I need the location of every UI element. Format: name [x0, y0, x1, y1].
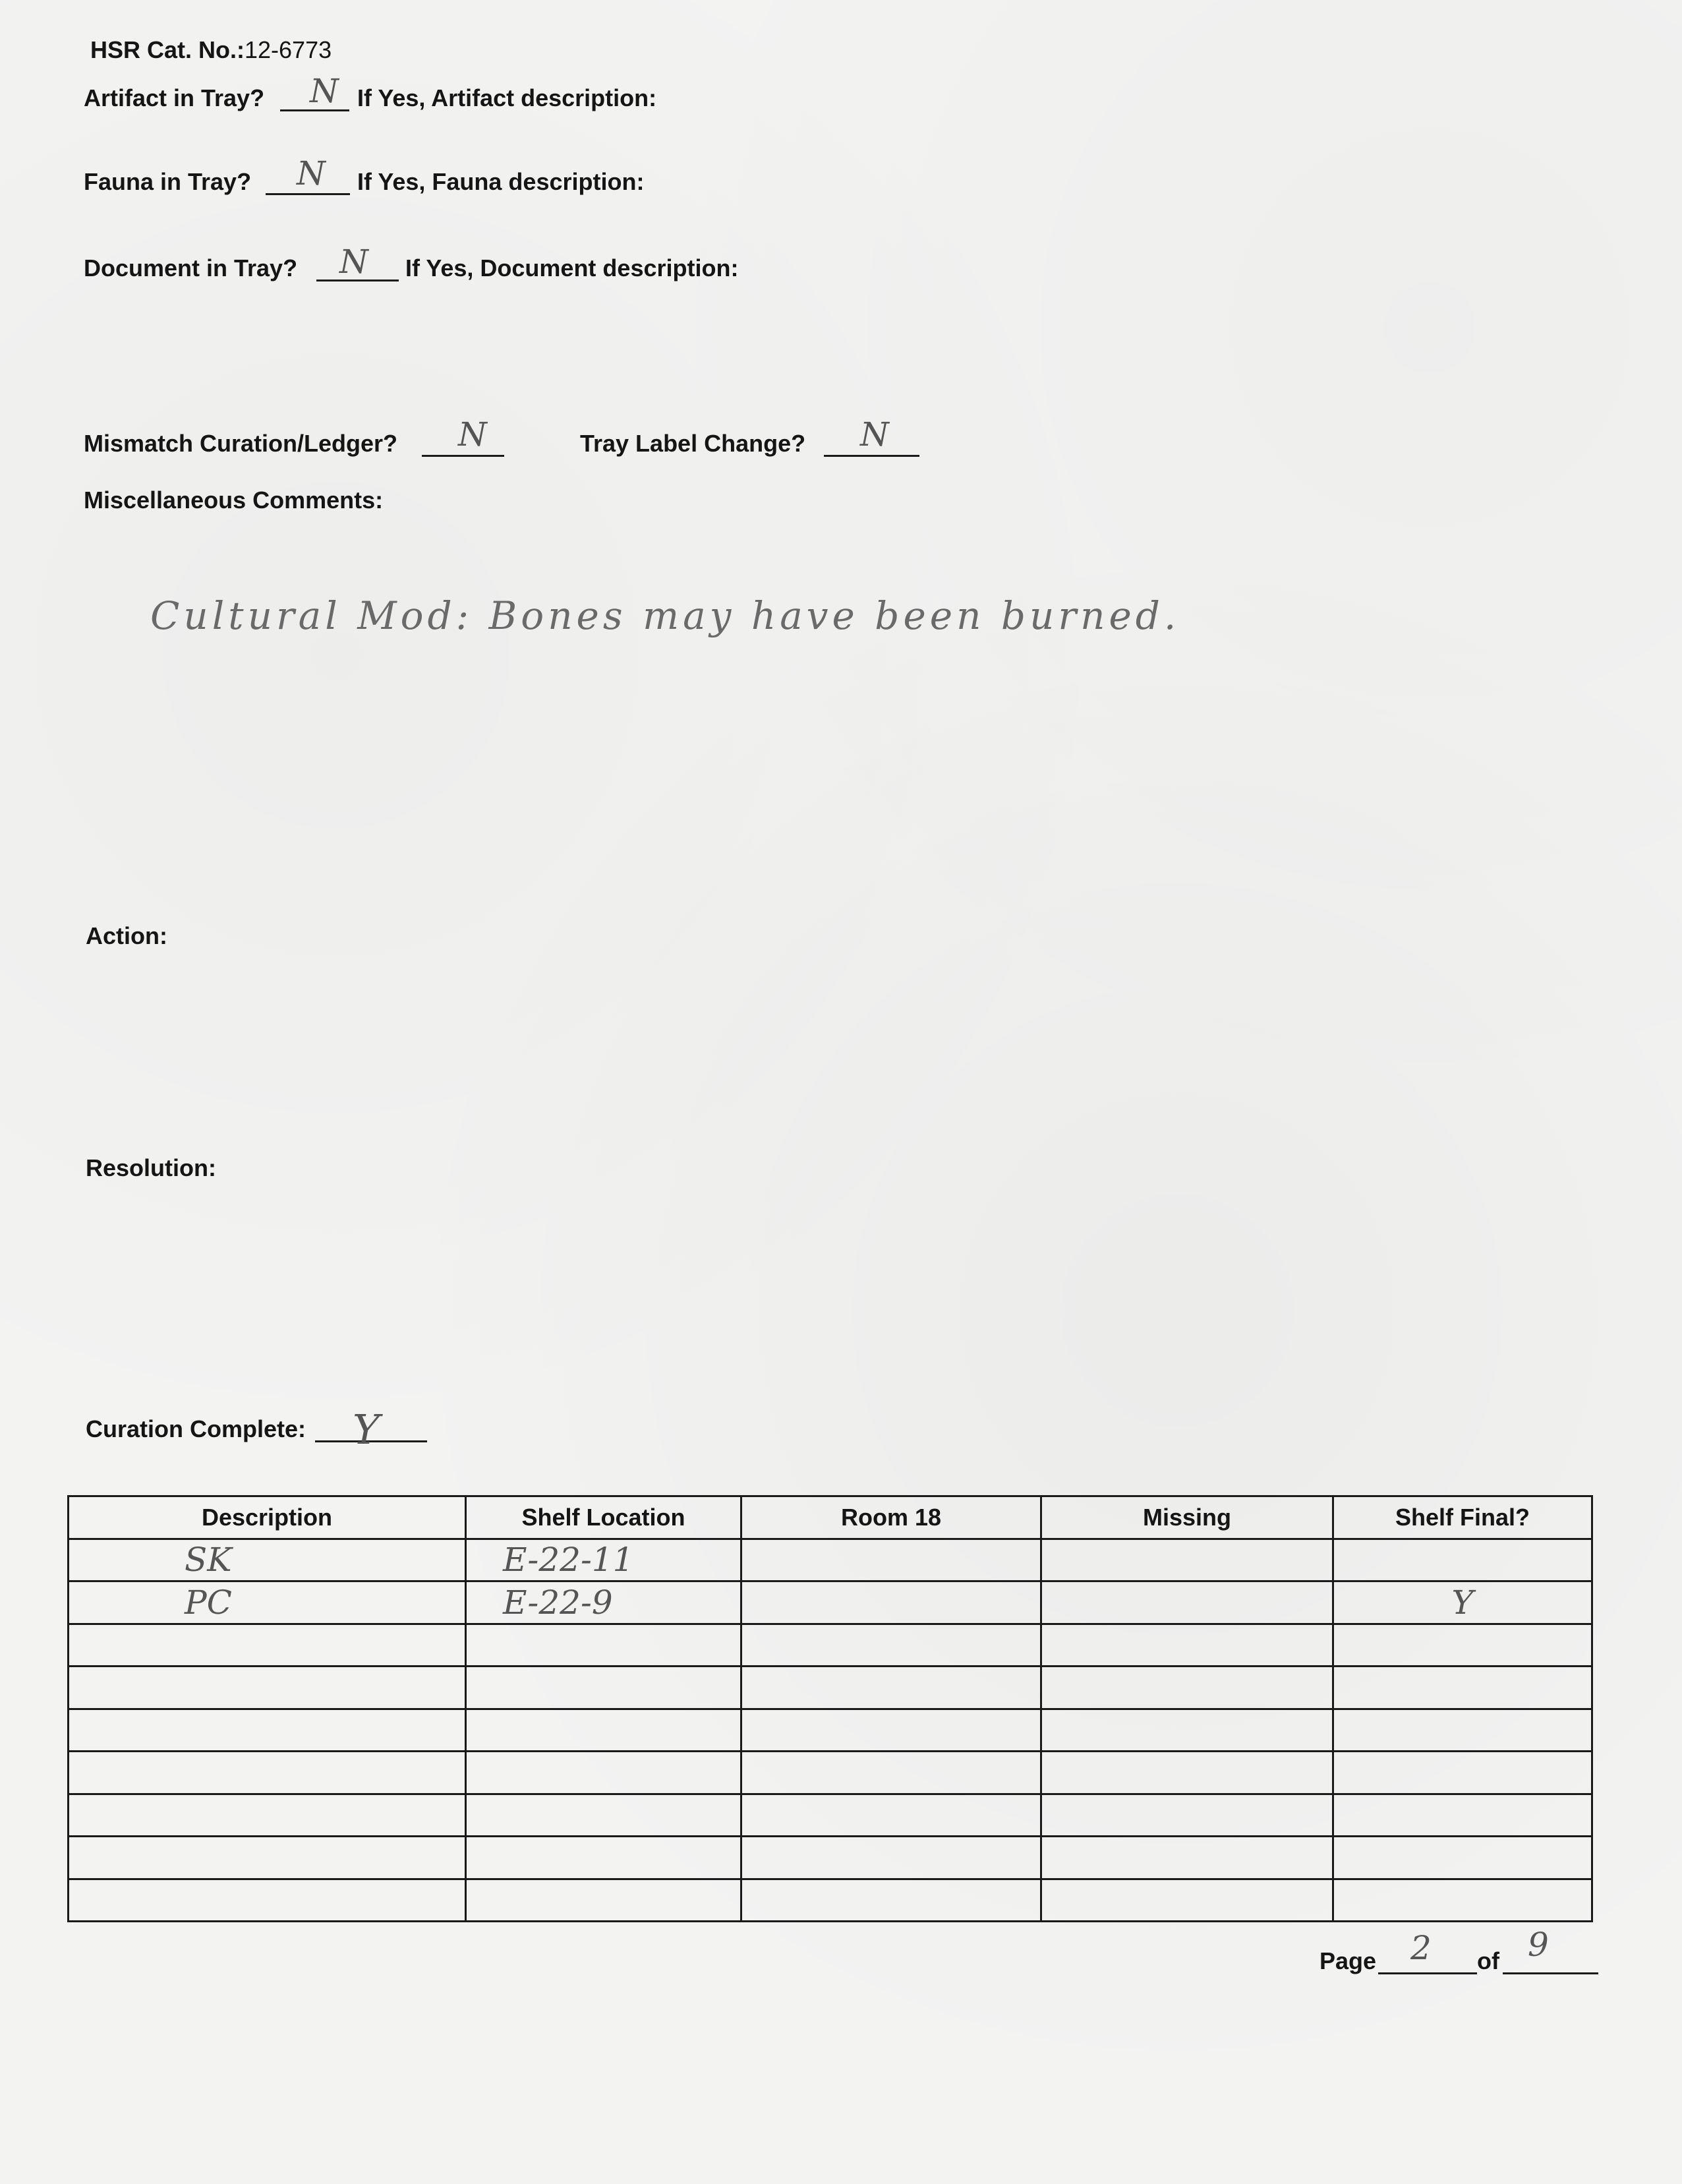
cell-shelf-location — [466, 1581, 741, 1624]
cell-missing — [1041, 1879, 1333, 1922]
curation-complete-answer: Y — [353, 1405, 380, 1454]
cell-shelf-final — [1333, 1794, 1592, 1836]
fauna-label: Fauna in Tray? — [84, 168, 252, 195]
cell-text: PC — [185, 1583, 232, 1622]
cell-shelf-location — [466, 1837, 741, 1879]
cell-room-18 — [741, 1837, 1041, 1879]
of-label: of — [1477, 1947, 1499, 1974]
page-total-line — [1503, 1946, 1598, 1974]
document-label: Document in Tray? — [84, 254, 298, 281]
table-row — [69, 1879, 1592, 1922]
cell-description — [69, 1709, 466, 1751]
col-header-room-18: Room 18 — [741, 1496, 1041, 1539]
document-answer: N — [339, 243, 368, 281]
curation-complete-label: Curation Complete: — [86, 1415, 306, 1442]
shelf-table — [67, 1495, 1593, 1922]
table-row — [69, 1581, 1592, 1624]
col-header-missing: Missing — [1041, 1496, 1333, 1539]
cat-no-value: 12-6773 — [245, 36, 332, 63]
mismatch-label: Mismatch Curation/Ledger? — [84, 430, 398, 457]
cell-missing — [1041, 1624, 1333, 1666]
col-header-shelf-location: Shelf Location — [466, 1496, 741, 1539]
resolution-label: Resolution: — [86, 1154, 216, 1181]
cell-shelf-location — [466, 1794, 741, 1836]
cell-text: E-22-9 — [503, 1583, 613, 1622]
cell-shelf-location — [466, 1752, 741, 1794]
artifact-label: Artifact in Tray? — [84, 84, 265, 111]
cell-missing — [1041, 1581, 1333, 1624]
cell-missing — [1041, 1752, 1333, 1794]
fauna-followup-label: If Yes, Fauna description: — [357, 168, 645, 195]
cell-room-18 — [741, 1667, 1041, 1709]
cell-shelf-location — [466, 1539, 741, 1581]
cell-missing — [1041, 1837, 1333, 1879]
cell-text: E-22-11 — [503, 1541, 634, 1579]
page-number: 2 — [1410, 1929, 1432, 1967]
cell-text: Y — [1451, 1583, 1474, 1622]
table-row — [69, 1752, 1592, 1794]
tray-label-change-answer: N — [860, 415, 889, 454]
cell-room-18 — [741, 1752, 1041, 1794]
table-row — [69, 1624, 1592, 1666]
cat-no-line — [90, 38, 332, 62]
cell-description — [69, 1581, 466, 1624]
cell-text: SK — [185, 1541, 232, 1579]
cell-shelf-final — [1333, 1581, 1592, 1624]
cell-room-18 — [741, 1794, 1041, 1836]
table-row — [69, 1709, 1592, 1751]
cell-description — [69, 1879, 466, 1922]
cell-description — [69, 1667, 466, 1709]
cell-shelf-final — [1333, 1709, 1592, 1751]
tray-label-change-label: Tray Label Change? — [580, 430, 806, 457]
action-label: Action: — [86, 922, 167, 949]
cat-no-label: HSR Cat. No.: — [90, 36, 245, 63]
table-row — [69, 1794, 1592, 1836]
table-header-row — [69, 1496, 1592, 1539]
cell-missing — [1041, 1794, 1333, 1836]
cell-missing — [1041, 1667, 1333, 1709]
cell-description — [69, 1539, 466, 1581]
misc-comments-text: Cultural Mod: Bones may have been burned. — [150, 593, 1180, 638]
cell-missing — [1041, 1709, 1333, 1751]
cell-room-18 — [741, 1624, 1041, 1666]
cell-description — [69, 1837, 466, 1879]
cell-shelf-final — [1333, 1837, 1592, 1879]
artifact-answer: N — [310, 72, 339, 110]
cell-shelf-location — [466, 1624, 741, 1666]
col-header-description: Description — [69, 1496, 466, 1539]
cell-shelf-final — [1333, 1752, 1592, 1794]
page-total: 9 — [1528, 1926, 1549, 1964]
cell-description — [69, 1624, 466, 1666]
table-row — [69, 1539, 1592, 1581]
cell-shelf-location — [466, 1709, 741, 1751]
cell-shelf-final — [1333, 1539, 1592, 1581]
mismatch-answer: N — [458, 415, 487, 454]
cell-shelf-location — [466, 1667, 741, 1709]
cell-description — [69, 1752, 466, 1794]
cell-shelf-final — [1333, 1667, 1592, 1709]
cell-room-18 — [741, 1581, 1041, 1624]
cell-room-18 — [741, 1879, 1041, 1922]
cell-description — [69, 1794, 466, 1836]
misc-comments-label: Miscellaneous Comments: — [84, 487, 384, 514]
cell-shelf-final — [1333, 1879, 1592, 1922]
col-header-shelf-final: Shelf Final? — [1333, 1496, 1592, 1539]
page-label: Page — [1320, 1947, 1377, 1974]
fauna-answer: N — [297, 154, 326, 192]
cell-shelf-final — [1333, 1624, 1592, 1666]
cell-room-18 — [741, 1709, 1041, 1751]
cell-missing — [1041, 1539, 1333, 1581]
table-row — [69, 1667, 1592, 1709]
artifact-followup-label: If Yes, Artifact description: — [357, 84, 657, 111]
cell-room-18 — [741, 1539, 1041, 1581]
document-followup-label: If Yes, Document description: — [405, 254, 739, 281]
cell-shelf-location — [466, 1879, 741, 1922]
table-row — [69, 1837, 1592, 1879]
